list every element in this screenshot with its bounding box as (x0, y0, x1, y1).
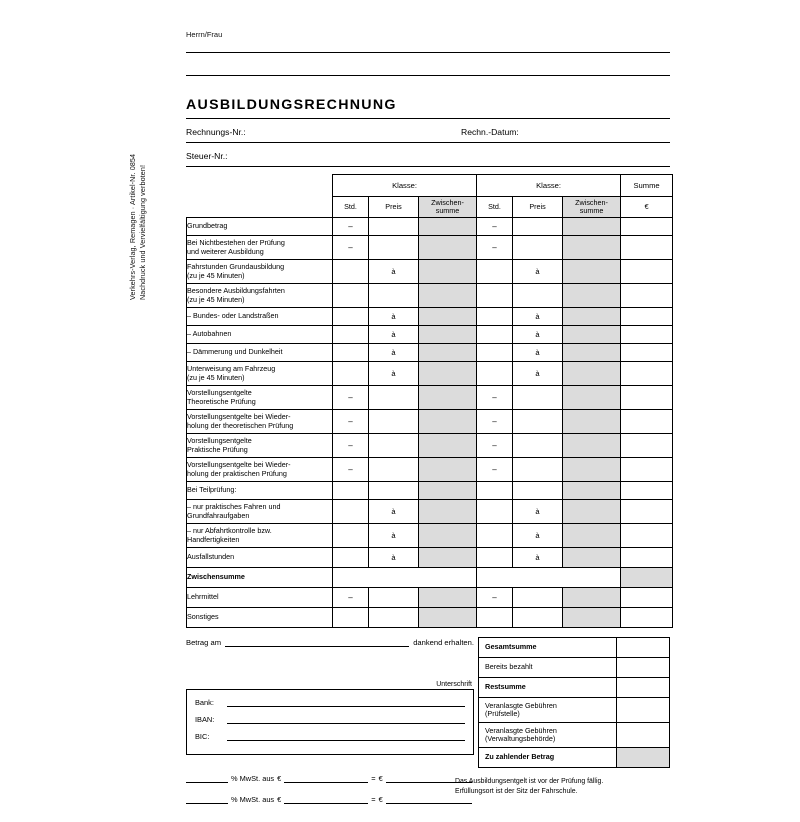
row-std-2: – (477, 434, 513, 458)
row-preis-1[interactable] (369, 588, 419, 608)
row-std-2[interactable] (477, 260, 513, 284)
row-std-2[interactable] (477, 500, 513, 524)
signature-block (186, 681, 474, 755)
table-row (187, 344, 673, 362)
addressee-label: Herrn/Frau (186, 30, 223, 39)
row-preis-1[interactable]: à (369, 344, 419, 362)
row-zwischensumme-1[interactable] (419, 458, 477, 482)
row-std-2: – (477, 458, 513, 482)
row-zwischensumme-2[interactable] (563, 344, 621, 362)
vat-base-input-1[interactable] (284, 773, 368, 783)
summary-row (479, 748, 670, 768)
row-std-1[interactable] (333, 284, 369, 308)
row-label: Vorstellungsentgelte Praktische Prüfung (187, 434, 333, 458)
row-std-2: – (477, 386, 513, 410)
row-zwischensumme-2[interactable] (563, 548, 621, 568)
row-zwischensumme-2[interactable] (563, 284, 621, 308)
row-label: Grundbetrag (187, 218, 333, 236)
summary-value[interactable] (617, 723, 670, 748)
footnote-line-1: Das Ausbildungsentgelt ist vor der Prüfung fällig. (455, 778, 604, 785)
row-summe[interactable] (621, 524, 673, 548)
row-preis-2[interactable] (513, 236, 563, 260)
row-std-2: – (477, 236, 513, 260)
row-zwischensumme-2[interactable] (563, 386, 621, 410)
row-zwischensumme-1[interactable] (419, 284, 477, 308)
publisher-vertical-text (128, 40, 148, 300)
tax-number-label: Steuer-Nr.: (186, 151, 228, 161)
row-preis-1[interactable] (369, 218, 419, 236)
row-label: Vorstellungsentgelte bei Wieder- holung der theoretischen Prüfung (187, 410, 333, 434)
tax-number-rule (186, 166, 670, 167)
row-std-1: – (333, 588, 369, 608)
row-std-2: – (477, 218, 513, 236)
row-std-2[interactable] (477, 326, 513, 344)
row-label: Besondere Ausbildungsfahrten (zu je 45 Minuten) (187, 284, 333, 308)
vat-euro-2: € (277, 795, 282, 804)
row-label: – Bundes- oder Landstraßen (187, 308, 333, 326)
row-preis-1[interactable] (369, 482, 419, 500)
publisher-line-2: Nachdruck und Vervielfältigung verboten! (138, 164, 147, 300)
row-std-2[interactable] (477, 344, 513, 362)
row-zwischensumme-2[interactable] (563, 236, 621, 260)
row-zwischensumme-2[interactable] (563, 608, 621, 628)
row-summe[interactable] (621, 548, 673, 568)
row-summe[interactable] (621, 236, 673, 260)
row-zwischensumme-1[interactable] (419, 548, 477, 568)
row-preis-2[interactable] (513, 434, 563, 458)
summary-value[interactable] (617, 678, 670, 698)
row-preis-1[interactable] (369, 608, 419, 628)
header-preis-2: Preis (513, 197, 563, 218)
summary-label: Restsumme (479, 678, 617, 698)
row-std-1[interactable] (333, 608, 369, 628)
summary-label: Zu zahlender Betrag (479, 748, 617, 768)
row-label: – Autobahnen (187, 326, 333, 344)
vat-euro2-2: € (378, 795, 383, 804)
header-std-2: Std. (477, 197, 513, 218)
row-preis-2[interactable]: à (513, 500, 563, 524)
signature-label: Unterschrift (436, 681, 472, 688)
summary-label: Veranlasgte Gebühren (Prüfstelle) (479, 698, 617, 723)
table-row (187, 284, 673, 308)
amount-received-line (186, 637, 474, 647)
vat-row-2 (186, 794, 486, 804)
vat-label-1: % MwSt. aus (231, 774, 275, 783)
row-zwischensumme-2[interactable] (563, 362, 621, 386)
row-std-2[interactable] (477, 608, 513, 628)
fee-table-body (187, 218, 673, 568)
subtotal-label: Zwischensumme (187, 568, 333, 588)
row-label: – nur Abfahrtkontrolle bzw. Handfertigkeiten (187, 524, 333, 548)
iban-label: IBAN: (195, 715, 215, 724)
row-summe[interactable] (621, 434, 673, 458)
row-preis-2[interactable]: à (513, 344, 563, 362)
row-preis-1[interactable]: à (369, 548, 419, 568)
row-std-1: – (333, 236, 369, 260)
row-zwischensumme-2[interactable] (563, 458, 621, 482)
row-std-2[interactable] (477, 284, 513, 308)
row-summe[interactable] (621, 410, 673, 434)
fee-table-footer (187, 568, 673, 628)
invoice-number-rule (186, 142, 670, 143)
table-row-lehrmittel (187, 588, 673, 608)
address-rule-1 (186, 52, 670, 53)
vat-row-1 (186, 773, 486, 783)
table-row-sonstiges (187, 608, 673, 628)
summary-label: Gesamtsumme (479, 638, 617, 658)
row-zwischensumme-1[interactable] (419, 386, 477, 410)
bic-row (195, 731, 465, 741)
header-preis-1: Preis (369, 197, 419, 218)
row-preis-2[interactable]: à (513, 362, 563, 386)
vat-percent-input-1[interactable] (186, 773, 228, 783)
vat-percent-input-2[interactable] (186, 794, 228, 804)
table-row (187, 326, 673, 344)
row-preis-1[interactable] (369, 434, 419, 458)
row-std-1[interactable] (333, 362, 369, 386)
header-euro: € (621, 197, 673, 218)
header-zwischensumme-2: Zwischen- summe (563, 197, 621, 218)
row-preis-2[interactable] (513, 410, 563, 434)
row-zwischensumme-2[interactable] (563, 218, 621, 236)
row-zwischensumme-2[interactable] (563, 434, 621, 458)
row-std-1[interactable] (333, 326, 369, 344)
row-std-1[interactable] (333, 500, 369, 524)
row-std-2[interactable] (477, 548, 513, 568)
header-klasse-1: Klasse: (333, 175, 477, 197)
row-preis-2[interactable]: à (513, 326, 563, 344)
table-header-row-2 (187, 197, 673, 218)
row-label: Sonstiges (187, 608, 333, 628)
summary-label: Veranlasgte Gebühren (Verwaltungsbehörde) (479, 723, 617, 748)
table-row (187, 500, 673, 524)
row-zwischensumme-1[interactable] (419, 524, 477, 548)
row-zwischensumme-1[interactable] (419, 434, 477, 458)
row-summe[interactable] (621, 362, 673, 386)
row-zwischensumme-1[interactable] (419, 218, 477, 236)
row-zwischensumme-1[interactable] (419, 326, 477, 344)
summary-row (479, 658, 670, 678)
fee-table (186, 174, 673, 628)
document-content (186, 0, 670, 822)
row-std-1[interactable] (333, 482, 369, 500)
row-std-1[interactable] (333, 344, 369, 362)
row-preis-1[interactable]: à (369, 308, 419, 326)
footnote-line-2: Erfüllungsort ist der Sitz der Fahrschule. (455, 787, 578, 795)
row-zwischensumme-2[interactable] (563, 524, 621, 548)
row-zwischensumme-1[interactable] (419, 260, 477, 284)
row-std-1[interactable] (333, 260, 369, 284)
vat-equals-1: = (371, 774, 376, 783)
header-std-1: Std. (333, 197, 369, 218)
row-preis-2[interactable] (513, 218, 563, 236)
row-label: Bei Nichtbestehen der Prüfung und weiterer Ausbildung (187, 236, 333, 260)
subtotal-blank-2 (477, 568, 621, 588)
row-preis-2[interactable] (513, 482, 563, 500)
bic-label: BIC: (195, 732, 210, 741)
betrag-label: Betrag am (186, 638, 222, 647)
row-std-1: – (333, 458, 369, 482)
row-preis-2[interactable]: à (513, 308, 563, 326)
table-header-row-1 (187, 175, 673, 197)
summary-row (479, 638, 670, 658)
vat-equals-2: = (371, 795, 376, 804)
row-std-1: – (333, 410, 369, 434)
row-label: Lehrmittel (187, 588, 333, 608)
row-zwischensumme-2[interactable] (563, 588, 621, 608)
row-std-1[interactable] (333, 308, 369, 326)
row-std-1: – (333, 434, 369, 458)
row-label: Vorstellungsentgelte bei Wieder- holung der praktischen Prüfung (187, 458, 333, 482)
row-zwischensumme-1[interactable] (419, 482, 477, 500)
table-row-subtotal (187, 568, 673, 588)
row-zwischensumme-1[interactable] (419, 362, 477, 386)
row-summe[interactable] (621, 344, 673, 362)
vat-euro-1: € (277, 774, 282, 783)
row-preis-1[interactable] (369, 284, 419, 308)
row-summe[interactable] (621, 284, 673, 308)
row-summe[interactable] (621, 386, 673, 410)
row-summe[interactable] (621, 588, 673, 608)
row-summe[interactable] (621, 500, 673, 524)
row-preis-2[interactable] (513, 588, 563, 608)
row-zwischensumme-2[interactable] (563, 410, 621, 434)
vat-block (186, 773, 486, 815)
row-std-2[interactable] (477, 308, 513, 326)
row-preis-1[interactable]: à (369, 524, 419, 548)
bic-input[interactable] (227, 731, 465, 741)
row-summe[interactable] (621, 308, 673, 326)
row-label: Ausfallstunden (187, 548, 333, 568)
bank-details-box (186, 689, 474, 755)
row-zwischensumme-2[interactable] (563, 308, 621, 326)
row-zwischensumme-1[interactable] (419, 608, 477, 628)
table-row (187, 524, 673, 548)
row-preis-2[interactable]: à (513, 524, 563, 548)
vat-euro2-1: € (378, 774, 383, 783)
header-klasse-2: Klasse: (477, 175, 621, 197)
row-preis-2[interactable]: à (513, 548, 563, 568)
row-summe[interactable] (621, 608, 673, 628)
row-label: – Dämmerung und Dunkelheit (187, 344, 333, 362)
table-row (187, 482, 673, 500)
summary-value[interactable] (617, 698, 670, 723)
summary-row (479, 698, 670, 723)
row-preis-1[interactable] (369, 410, 419, 434)
row-std-2[interactable] (477, 362, 513, 386)
page-title: AUSBILDUNGSRECHNUNG (186, 97, 397, 113)
summary-value[interactable] (617, 658, 670, 678)
address-rule-2 (186, 75, 670, 76)
footnote (455, 777, 670, 796)
vat-base-input-2[interactable] (284, 794, 368, 804)
subtotal-blank-1 (333, 568, 477, 588)
row-zwischensumme-1[interactable] (419, 344, 477, 362)
row-label: Fahrstunden Grundausbildung (zu je 45 Minuten) (187, 260, 333, 284)
summary-table (478, 637, 670, 768)
row-std-2[interactable] (477, 524, 513, 548)
row-preis-1[interactable]: à (369, 260, 419, 284)
row-preis-2[interactable] (513, 386, 563, 410)
table-row (187, 410, 673, 434)
row-preis-2[interactable]: à (513, 260, 563, 284)
table-row (187, 458, 673, 482)
summary-label: Bereits bezahlt (479, 658, 617, 678)
row-std-2: – (477, 588, 513, 608)
row-preis-2[interactable] (513, 608, 563, 628)
row-zwischensumme-2[interactable] (563, 260, 621, 284)
row-zwischensumme-2[interactable] (563, 500, 621, 524)
row-std-2[interactable] (477, 482, 513, 500)
bank-label: Bank: (195, 698, 214, 707)
row-preis-1[interactable] (369, 236, 419, 260)
bank-input[interactable] (227, 697, 465, 707)
title-rule (186, 118, 670, 119)
summary-row (479, 723, 670, 748)
table-row (187, 548, 673, 568)
bottom-area (186, 637, 670, 822)
row-preis-1[interactable] (369, 386, 419, 410)
row-preis-1[interactable]: à (369, 500, 419, 524)
iban-input[interactable] (227, 714, 465, 724)
bank-row (195, 697, 465, 707)
row-label: Unterweisung am Fahrzeug (zu je 45 Minuten) (187, 362, 333, 386)
header-zwischensumme-1: Zwischen- summe (419, 197, 477, 218)
invoice-number-row (186, 127, 670, 137)
summary-value[interactable] (617, 748, 670, 768)
row-std-1[interactable] (333, 524, 369, 548)
row-preis-1[interactable]: à (369, 326, 419, 344)
table-row (187, 260, 673, 284)
summary-value[interactable] (617, 638, 670, 658)
invoice-number-label: Rechnungs-Nr.: (186, 127, 246, 137)
row-preis-1[interactable] (369, 458, 419, 482)
row-zwischensumme-2[interactable] (563, 326, 621, 344)
table-row (187, 434, 673, 458)
row-summe[interactable] (621, 482, 673, 500)
invoice-date-label: Rechn.-Datum: (461, 127, 519, 137)
iban-row (195, 714, 465, 724)
row-zwischensumme-1[interactable] (419, 410, 477, 434)
header-summe: Summe (621, 175, 673, 197)
row-zwischensumme-1[interactable] (419, 588, 477, 608)
vat-label-2: % MwSt. aus (231, 795, 275, 804)
row-zwischensumme-2[interactable] (563, 482, 621, 500)
row-zwischensumme-1[interactable] (419, 236, 477, 260)
row-label: Bei Teilprüfung: (187, 482, 333, 500)
row-preis-2[interactable] (513, 458, 563, 482)
publisher-line-1: Verkehrs-Verlag, Remagen · Artikel-Nr. 0854 (128, 153, 137, 300)
row-summe[interactable] (621, 218, 673, 236)
row-summe[interactable] (621, 260, 673, 284)
row-label: Vorstellungsentgelte Theoretische Prüfung (187, 386, 333, 410)
table-row (187, 362, 673, 386)
table-row (187, 218, 673, 236)
row-std-2: – (477, 410, 513, 434)
betrag-suffix: dankend erhalten. (413, 638, 474, 647)
row-zwischensumme-1[interactable] (419, 308, 477, 326)
row-summe[interactable] (621, 458, 673, 482)
row-preis-2[interactable] (513, 284, 563, 308)
subtotal-value[interactable] (621, 568, 673, 588)
table-row (187, 308, 673, 326)
row-zwischensumme-1[interactable] (419, 500, 477, 524)
table-row (187, 386, 673, 410)
row-std-1: – (333, 218, 369, 236)
summary-row (479, 678, 670, 698)
row-std-1: – (333, 386, 369, 410)
betrag-input[interactable] (225, 637, 409, 647)
row-std-1[interactable] (333, 548, 369, 568)
row-label: – nur praktisches Fahren und Grundfahraufgaben (187, 500, 333, 524)
row-summe[interactable] (621, 326, 673, 344)
row-preis-1[interactable]: à (369, 362, 419, 386)
table-row (187, 236, 673, 260)
